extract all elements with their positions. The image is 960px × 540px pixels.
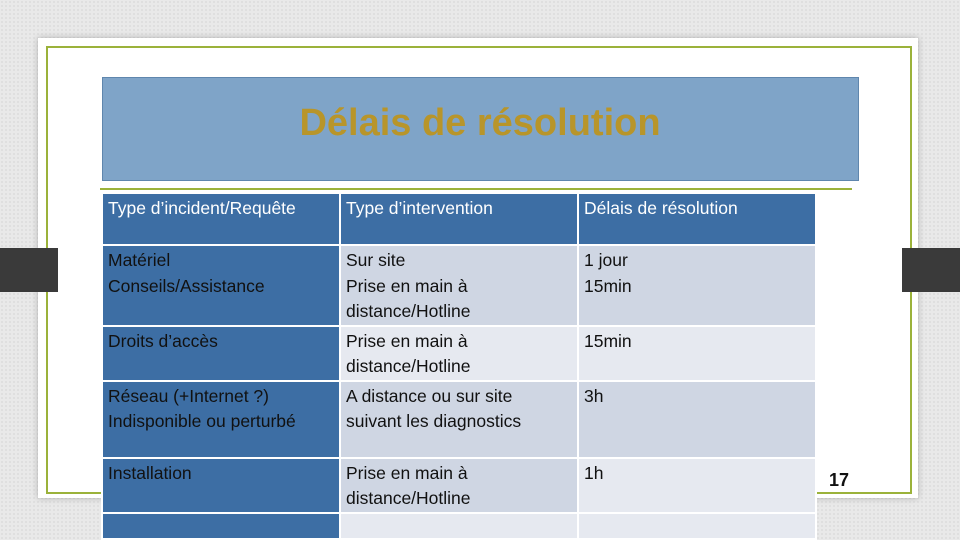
cell-delay: 1 jour 15min — [578, 245, 816, 326]
cell-intervention: Sur site Prise en main à distance/Hotline — [340, 245, 578, 326]
cell-delay: 3h — [578, 381, 816, 458]
cell-intervention: Prise en main à distance/Hotline — [340, 458, 578, 513]
cell-delay: 15min — [578, 326, 816, 381]
table-row — [102, 245, 816, 326]
cell-type — [102, 513, 340, 539]
cell-intervention: A distance ou sur site suivant les diagnostics — [340, 381, 578, 458]
table-row — [102, 326, 816, 381]
resolution-table — [101, 192, 817, 540]
cell-type: Réseau (+Internet ?) Indisponible ou perturbé — [102, 381, 340, 458]
table-row — [102, 458, 816, 513]
cell-type: Matériel Conseils/Assistance — [102, 245, 340, 326]
header-cell-delay: Délais de résolution — [578, 193, 816, 245]
cell-type: Droits d’accès — [102, 326, 340, 381]
cell-intervention — [340, 513, 578, 539]
cell-delay — [578, 513, 816, 539]
title-rule — [100, 188, 852, 190]
header-cell-intervention: Type d’intervention — [340, 193, 578, 245]
slide-title: Délais de résolution — [299, 102, 661, 144]
table-header-row — [102, 193, 816, 245]
page-number: 17 — [829, 470, 850, 490]
left-side-tab — [0, 248, 58, 292]
table-row — [102, 381, 816, 458]
cell-type: Installation — [102, 458, 340, 513]
table-row — [102, 513, 816, 539]
header-cell-type: Type d’incident/Requête — [102, 193, 340, 245]
cell-intervention: Prise en main à distance/Hotline — [340, 326, 578, 381]
cell-delay: 1h — [578, 458, 816, 513]
right-side-tab — [902, 248, 960, 292]
